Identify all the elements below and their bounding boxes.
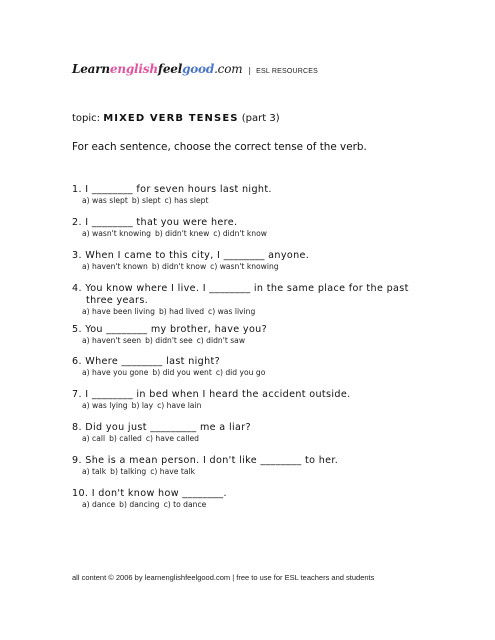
option-b: b) did you went (152, 368, 212, 377)
option-b: b) had lived (158, 307, 205, 316)
option-a: a) have been living (82, 307, 155, 316)
logo-part-good: good (182, 62, 215, 76)
page-footer: all content © 2006 by learnenglishfeelgood.com | free to use for ESL teachers and students (72, 573, 375, 582)
option-b: b) didn't know (151, 262, 207, 271)
answer-options (72, 500, 432, 510)
question-number: 10. (72, 488, 89, 499)
question-6 (72, 356, 432, 378)
question-number: 5. (72, 324, 82, 335)
question-7 (72, 389, 432, 411)
question-text: You know where I live. I ________ in the same place for the past (85, 283, 409, 294)
site-header (72, 62, 318, 76)
question-text: I ________ that you were here. (85, 217, 238, 228)
instructions: For each sentence, choose the correct tense of the verb. (72, 141, 367, 153)
option-b: b) talking (110, 467, 147, 476)
answer-options (72, 262, 432, 272)
answer-options (72, 434, 432, 444)
option-a: a) was slept (82, 196, 128, 205)
question-10 (72, 488, 432, 510)
option-c: c) have talk (150, 467, 195, 476)
question-text: She is a mean person. I don't like ________ to her. (85, 455, 339, 466)
question-number: 3. (72, 250, 82, 261)
question-8 (72, 422, 432, 444)
option-c: c) didn't know (213, 229, 267, 238)
option-b: b) didn't see (145, 336, 193, 345)
topic-prefix: topic: (72, 113, 101, 124)
question-text: Did you just _________ me a liar? (85, 422, 251, 433)
answer-options (72, 401, 432, 411)
topic-line (72, 113, 280, 124)
topic-name: MIXED VERB TENSES (103, 113, 239, 124)
question-text: I ________ in bed when I heard the accident outside. (85, 389, 351, 400)
question-4 (72, 283, 432, 317)
question-2 (72, 217, 432, 239)
question-text: Where ________ last night? (85, 356, 221, 367)
topic-part: (part 3) (241, 113, 280, 124)
answer-options (72, 467, 432, 477)
option-c: c) didn't saw (196, 336, 246, 345)
logo-part-learn: Learn (72, 62, 110, 76)
option-c: c) have lain (157, 401, 202, 410)
answer-options (72, 307, 432, 317)
question-number: 9. (72, 455, 82, 466)
option-b: b) didn't knew (154, 229, 210, 238)
option-c: c) did you go (215, 368, 266, 377)
site-logo[interactable] (72, 62, 242, 76)
logo-part-english: english (109, 62, 158, 76)
question-9 (72, 455, 432, 477)
answer-options (72, 229, 432, 239)
question-text: You ________ my brother, have you? (85, 324, 268, 335)
resources-label: ESL RESOURCES (256, 68, 318, 75)
question-text-continued: three years. (86, 295, 149, 306)
logo-part-feel: feel (157, 62, 183, 76)
option-a: a) dance (82, 500, 116, 509)
question-3 (72, 250, 432, 272)
question-number: 1. (72, 184, 82, 195)
answer-options (72, 368, 432, 378)
question-text: I ________ for seven hours last night. (85, 184, 272, 195)
option-c: c) was living (208, 307, 256, 316)
question-5 (72, 324, 432, 346)
option-a: a) have you gone (82, 368, 149, 377)
option-b: b) called (109, 434, 142, 443)
answer-options (72, 196, 432, 206)
question-number: 2. (72, 217, 82, 228)
option-a: a) was lying (82, 401, 128, 410)
question-text: When I came to this city, I ________ anyone. (85, 250, 310, 261)
question-number: 6. (72, 356, 82, 367)
option-c: c) wasn't knowing (210, 262, 279, 271)
option-b: b) lay (131, 401, 154, 410)
option-a: a) wasn't knowing (82, 229, 151, 238)
header-separator: | (248, 66, 252, 75)
option-a: a) call (82, 434, 106, 443)
question-number: 7. (72, 389, 82, 400)
option-a: a) talk (82, 467, 107, 476)
option-c: c) has slept (164, 196, 209, 205)
option-c: c) to dance (163, 500, 207, 509)
question-number: 4. (72, 283, 82, 294)
option-a: a) haven't known (82, 262, 148, 271)
question-1 (72, 184, 432, 206)
question-number: 8. (72, 422, 82, 433)
option-c: c) have called (145, 434, 199, 443)
option-a: a) haven't seen (82, 336, 142, 345)
option-b: b) slept (131, 196, 161, 205)
question-text: I don't know how ________. (91, 488, 227, 499)
logo-part-com: .com (214, 62, 243, 76)
answer-options (72, 336, 432, 346)
option-b: b) dancing (119, 500, 160, 509)
